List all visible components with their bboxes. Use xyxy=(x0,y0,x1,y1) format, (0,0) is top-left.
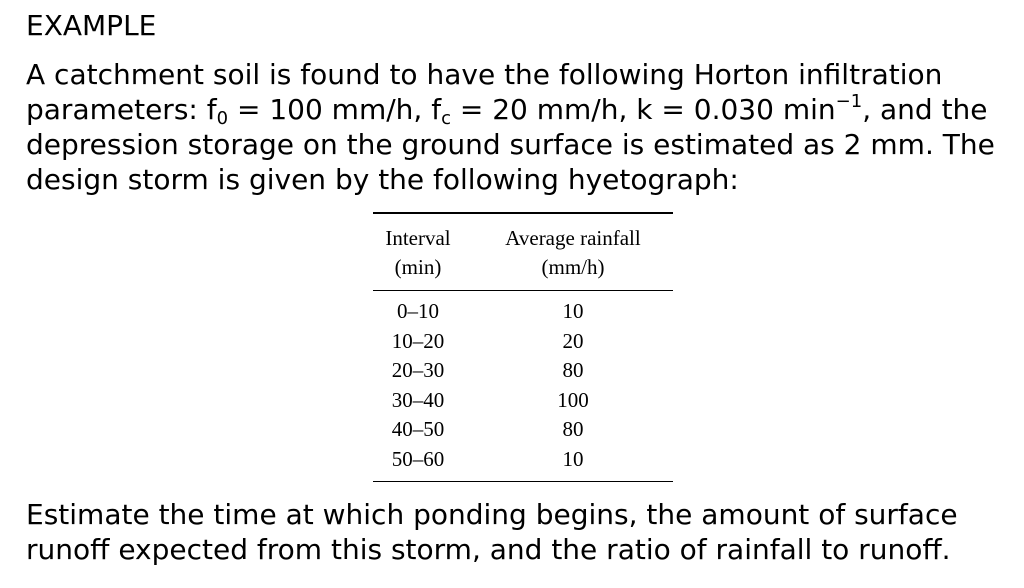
statement-line-4: design storm is given by the following hyetograph: xyxy=(26,163,739,196)
question-line-2: runoff expected from this storm, and the ratio of rainfall to runoff. xyxy=(26,533,951,566)
interval-cell: 10–20 xyxy=(391,328,445,353)
interval-cell: 30–40 xyxy=(391,387,445,412)
interval-cell: 20–30 xyxy=(391,358,445,383)
rainfall-unit-line: (mm/h) xyxy=(541,254,605,279)
interval-header-line: Interval xyxy=(385,225,451,250)
rainfall-cell: 20 xyxy=(562,328,584,353)
table-bottom-rule xyxy=(373,481,673,483)
table-row xyxy=(373,297,673,327)
interval-cell: 0–10 xyxy=(397,299,439,323)
table-header xyxy=(373,214,673,290)
rainfall-cell: 80 xyxy=(562,358,584,383)
statement-line-2 xyxy=(26,92,1024,127)
rainfall-cell: 100 xyxy=(557,387,589,412)
rainfall-column-header xyxy=(483,224,663,282)
question-line-1: Estimate the time at which ponding begins, the amount of surface xyxy=(26,498,958,531)
rainfall-cell: 10 xyxy=(562,299,584,323)
rainfall-cell: 80 xyxy=(562,417,584,442)
table-row xyxy=(373,415,673,445)
interval-unit-line: (min) xyxy=(394,254,442,279)
table-row xyxy=(373,386,673,416)
text-segment: = 100 mm/h, f xyxy=(228,93,442,126)
subscript-zero: 0 xyxy=(216,108,229,129)
table-body xyxy=(373,291,673,481)
table-row xyxy=(373,327,673,357)
statement-line-1: A catchment soil is found to have the following Horton infiltration xyxy=(26,58,943,91)
interval-cell: 50–60 xyxy=(391,446,445,471)
text-segment: parameters: f xyxy=(26,93,217,126)
text-segment: = 20 mm/h, k = 0.030 min xyxy=(450,93,836,126)
superscript-minus-one: −1 xyxy=(835,91,863,112)
table-row xyxy=(373,445,673,475)
rainfall-header-line: Average rainfall xyxy=(505,225,641,250)
question-text xyxy=(26,497,1016,567)
problem-statement xyxy=(26,57,1024,197)
example-heading: EXAMPLE xyxy=(26,9,157,42)
interval-column-header xyxy=(373,224,463,282)
subscript-c: c xyxy=(441,108,451,129)
table-row xyxy=(373,356,673,386)
text-segment: , and the xyxy=(862,93,988,126)
statement-line-3: depression storage on the ground surface is estimated as 2 mm. The xyxy=(26,128,995,161)
rainfall-cell: 10 xyxy=(562,446,584,471)
hyetograph-table xyxy=(373,212,673,482)
interval-cell: 40–50 xyxy=(391,417,445,442)
